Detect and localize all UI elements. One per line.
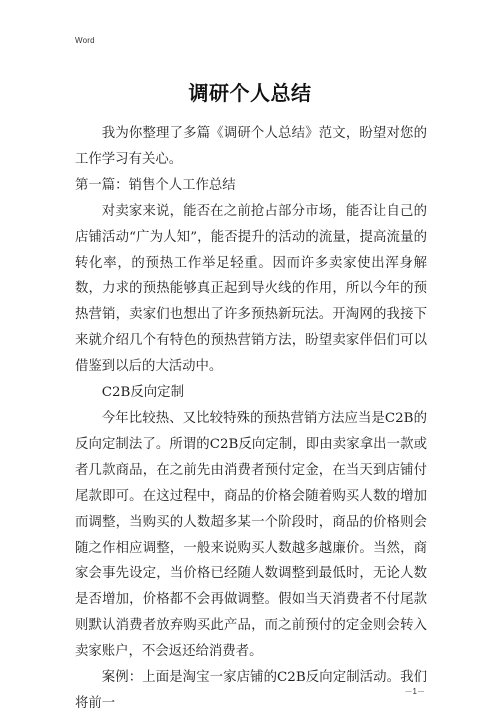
intro-paragraph: 我为你整理了多篇《调研个人总结》范文，盼望对您的工作学习有关心。: [75, 126, 427, 167]
body-paragraph: 案例：上面是淘宝一家店铺的C2B反向定制活动。我们将前一: [75, 670, 427, 711]
subheading: C2B反向定制: [101, 385, 184, 401]
document-title: 调研个人总结: [188, 81, 312, 105]
body-paragraph: 今年比较热、又比较特殊的预热营销方法应当是C2B的反向定制法了。所谓的C2B反向定制，即由卖家拿出一款或者几款商品，在之前先由消费者预付定金，在当天到店铺付尾款即可。在这过程中，商品的价格会随着购买人数的增加而调整，当购买的人数超多某一个阶段时，商品的价格则会随之作相应调整，一般来说购买人数越多越廉价。当然，商家会事先设定，当价格已经随人数调整到最低时，无论人数是否增加，价格都不会再做调整。假如当天消费者不付尾款则默认消费者放弃购买此产品，而之前预付的定金则会转入卖家账户，不会返还给消费者。: [75, 410, 427, 660]
section-heading: 第一篇：销售个人工作总结: [75, 177, 236, 193]
document-body: [75, 121, 427, 717]
body-paragraph: 对卖家来说，能否在之前抢占部分市场，能否让自己的店铺活动“广为人知”，能否提升的活动的流量，提高流量的转化率，的预热工作举足轻重。因而许多卖家使出浑身解数，力求的预热能够真正起到导火线的作用，所以今年的预热营销，卖家们也想出了许多预热新玩法。开淘网的我接下来就介绍几个有特色的预热营销方法，盼望卖家伴侣们可以借鉴到以后的大活动中。: [75, 203, 427, 375]
page-number: －1－: [404, 687, 425, 696]
app-label: Word: [75, 36, 95, 45]
